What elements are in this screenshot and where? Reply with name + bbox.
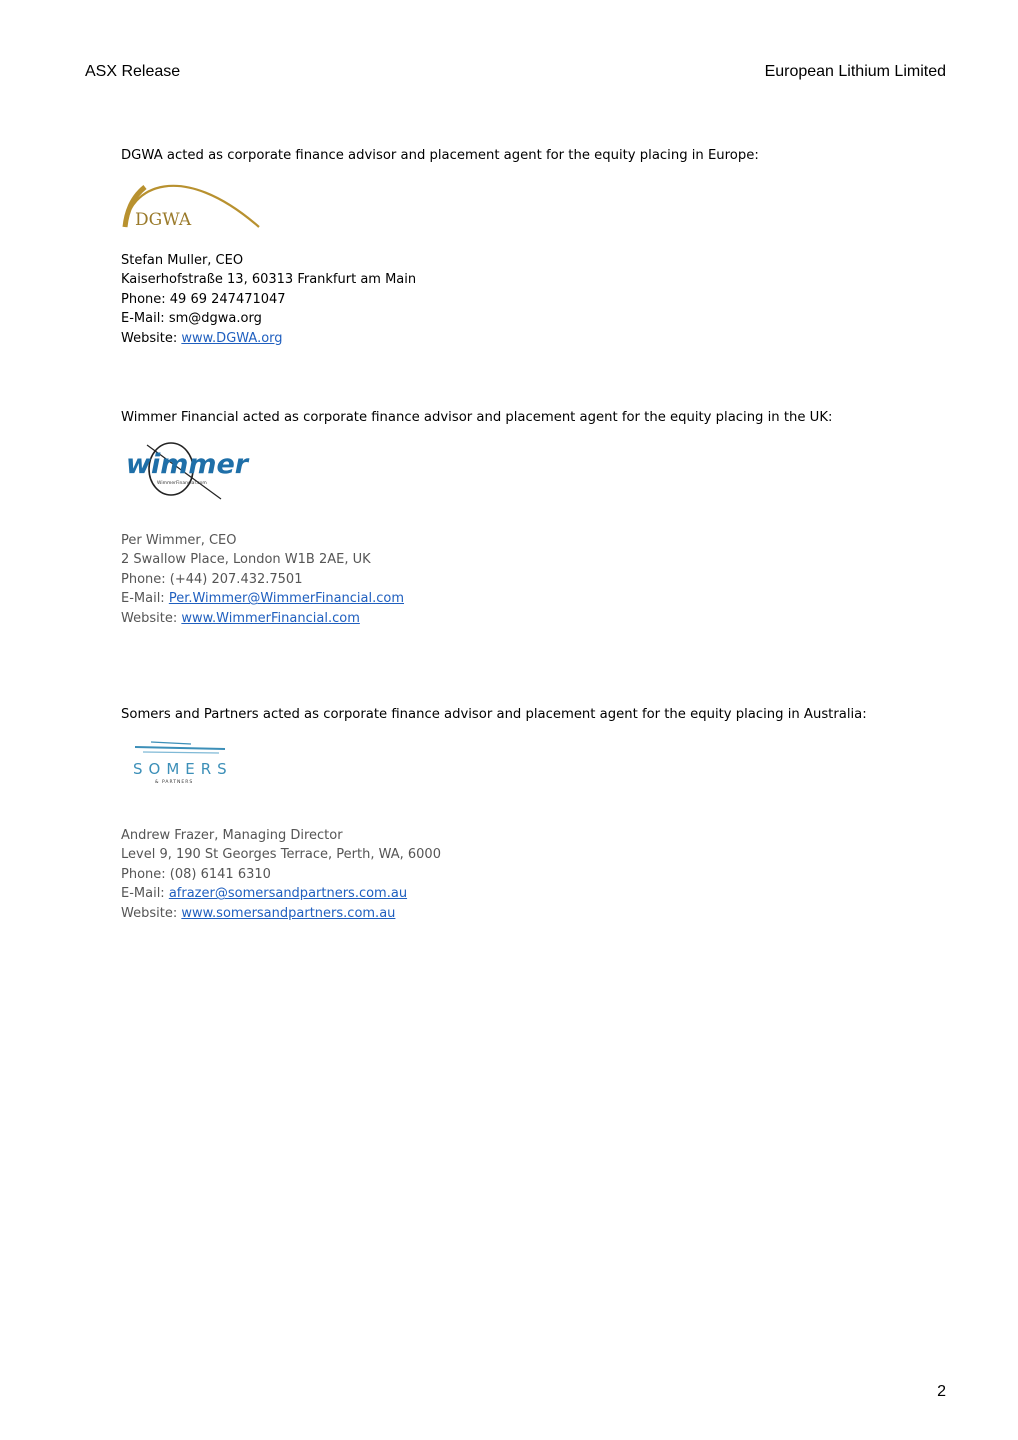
somers-website-link[interactable]: www.somersandpartners.com.au [181, 905, 396, 921]
wimmer-contact-phone: Phone: (+44) 207.432.7501 [121, 571, 303, 587]
website-label: Website: [121, 610, 182, 626]
dgwa-contact [121, 251, 416, 348]
somers-contact-email-row [121, 884, 441, 903]
dgwa-contact-phone: Phone: 49 69 247471047 [121, 291, 286, 307]
wimmer-website-link[interactable]: www.WimmerFinancial.com [181, 610, 360, 626]
website-label: Website: [121, 330, 182, 346]
somers-contact-phone: Phone: (08) 6141 6310 [121, 866, 271, 882]
somers-contact-website-row [121, 904, 441, 923]
email-label: E-Mail: [121, 591, 169, 607]
dgwa-contact-address: Kaiserhofstraße 13, 60313 Frankfurt am Main [121, 272, 417, 288]
somers-logo-graphic [121, 736, 241, 788]
wimmer-contact [121, 531, 404, 628]
wimmer-logo [121, 431, 249, 503]
header-left: ASX Release [85, 63, 181, 80]
wimmer-logo-text: wimmer [126, 449, 249, 480]
somers-logo-subtext: & PARTNERS [155, 780, 194, 785]
wimmer-intro: Wimmer Financial acted as corporate finance advisor and placement agent for the equity placing in the UK: [121, 410, 833, 425]
dgwa-logo-text: DGWA [135, 210, 192, 230]
dgwa-website-link[interactable]: www.DGWA.org [181, 330, 283, 346]
dgwa-logo [121, 167, 266, 233]
somers-logo-text: SOMERS [133, 760, 233, 778]
somers-intro: Somers and Partners acted as corporate finance advisor and placement agent for the equity placing in Australia: [121, 707, 867, 722]
wimmer-contact-address: 2 Swallow Place, London W1B 2AE, UK [121, 552, 371, 568]
dgwa-contact-name: Stefan Muller, CEO [121, 253, 244, 268]
wimmer-section [121, 409, 921, 626]
dgwa-contact-email-row [121, 309, 416, 328]
somers-section [121, 706, 921, 921]
email-label: E-Mail: [121, 886, 169, 902]
wimmer-contact-website-row [121, 609, 404, 628]
somers-email-link[interactable]: afrazer@somersandpartners.com.au [168, 886, 408, 902]
dgwa-contact-website-row [121, 329, 416, 348]
wimmer-logo-graphic [121, 431, 249, 503]
somers-contact [121, 826, 441, 923]
somers-logo [121, 736, 241, 788]
dgwa-section [121, 147, 921, 346]
somers-contact-name: Andrew Frazer, Managing Director [121, 828, 343, 843]
wimmer-contact-email-row [121, 589, 404, 608]
dgwa-intro: DGWA acted as corporate finance advisor and placement agent for the equity placing in Europe: [121, 148, 759, 163]
dgwa-logo-graphic [121, 167, 266, 233]
website-label: Website: [121, 905, 182, 921]
wimmer-contact-name: Per Wimmer, CEO [121, 533, 237, 548]
page-number: 2 [937, 1383, 946, 1400]
somers-contact-address: Level 9, 190 St Georges Terrace, Perth, WA, 6000 [121, 847, 441, 863]
wimmer-email-link[interactable]: Per.Wimmer@WimmerFinancial.com [168, 591, 405, 607]
dgwa-email: sm@dgwa.org [168, 311, 262, 327]
wimmer-logo-subtext: WimmerFinancial.com [157, 481, 207, 486]
header-right: European Lithium Limited [764, 63, 946, 80]
email-label: E-Mail: [121, 311, 169, 327]
